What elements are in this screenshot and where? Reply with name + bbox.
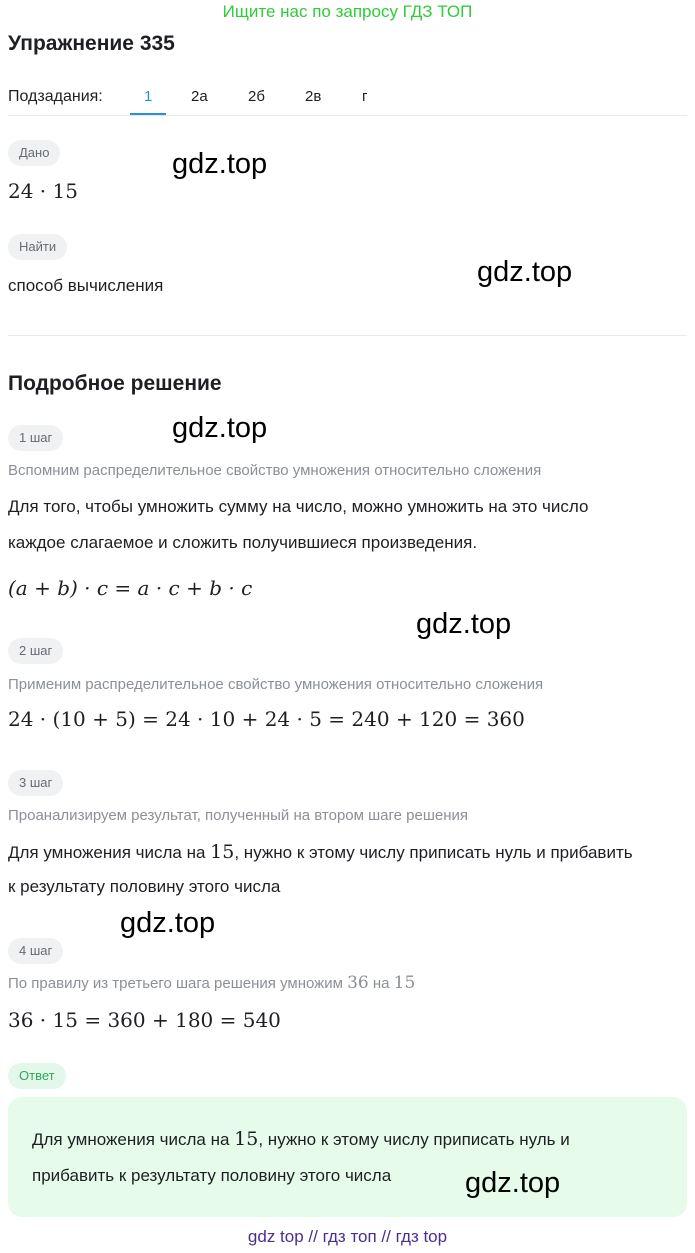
step-2-formula: 24 · (10 + 5) = 24 · 10 + 24 · 5 = 240 + 120 = 360	[8, 707, 525, 731]
answer-text-b: , нужно к этому числу приписать нуль и	[258, 1130, 570, 1149]
answer-line1	[32, 1121, 652, 1158]
page-title: Упражнение 335	[8, 32, 175, 55]
watermark: gdz.top	[120, 907, 216, 939]
watermark: gdz.top	[416, 608, 512, 640]
divider	[8, 115, 687, 116]
step-2-hint: Применим распределительное свойство умножения относительно сложения	[8, 676, 544, 693]
step-4-hint-num1: 36	[347, 973, 369, 993]
divider	[8, 335, 687, 336]
solution-title: Подробное решение	[8, 372, 222, 395]
step-4-hint	[8, 973, 415, 993]
step-1-label: 1 шаг	[8, 425, 63, 451]
tab-1[interactable]: 1	[144, 88, 153, 105]
watermark: gdz.top	[172, 148, 268, 180]
find-label: Найти	[8, 234, 67, 260]
subtasks-label: Подзадания:	[8, 88, 103, 105]
step-2-label: 2 шаг	[8, 638, 63, 664]
footer-links[interactable]: gdz top // гдз топ // гдз top	[247, 1227, 448, 1246]
tab-2v[interactable]: 2в	[305, 88, 322, 105]
answer-label: Ответ	[8, 1063, 66, 1089]
step-3-text-line1	[8, 834, 633, 871]
answer-text-a: Для умножения числа на	[32, 1130, 235, 1149]
watermark: gdz.top	[465, 1167, 561, 1199]
step-4-label: 4 шаг	[8, 938, 63, 964]
find-value: способ вычисления	[8, 276, 164, 295]
step-3-text-a: Для умножения числа на	[8, 843, 211, 862]
step-4-hint-num2: 15	[393, 973, 416, 993]
step-3-label: 3 шаг	[8, 770, 63, 796]
answer-line2: прибавить к результату половину этого числа	[32, 1166, 392, 1185]
tab-2a[interactable]: 2а	[191, 88, 208, 105]
tab-g[interactable]: г	[362, 88, 368, 105]
step-1-formula: (a + b) · c = a · c + b · c	[8, 576, 253, 600]
promo-banner: Ищите нас по запросу ГДЗ ТОП	[222, 2, 473, 21]
step-3-hint: Проанализируем результат, полученный на втором шаге решения	[8, 807, 468, 824]
step-4-hint-a: По правилу из третьего шага решения умножим	[8, 975, 348, 992]
step-1-hint: Вспомним распределительное свойство умножения относительно сложения	[8, 462, 542, 479]
watermark: gdz.top	[477, 256, 573, 288]
step-3-text-b: , нужно к этому числу приписать нуль и прибавить	[234, 843, 633, 862]
answer-box	[8, 1097, 687, 1217]
given-label: Дано	[8, 140, 60, 166]
given-value: 24 · 15	[8, 179, 78, 203]
answer-number: 15	[234, 1128, 259, 1150]
watermark: gdz.top	[172, 412, 268, 444]
step-4-hint-mid: на	[368, 975, 394, 992]
tab-2b[interactable]: 2б	[248, 88, 265, 105]
step-1-text-line2: каждое слагаемое и сложить получившиеся произведения.	[8, 533, 478, 552]
step-3-number: 15	[210, 841, 235, 863]
step-4-formula: 36 · 15 = 360 + 180 = 540	[8, 1008, 281, 1032]
subtask-tabs	[8, 86, 687, 116]
step-3-text-line2: к результату половину этого числа	[8, 877, 281, 896]
step-1-text-line1: Для того, чтобы умножить сумму на число, можно умножить на это число	[8, 497, 589, 516]
